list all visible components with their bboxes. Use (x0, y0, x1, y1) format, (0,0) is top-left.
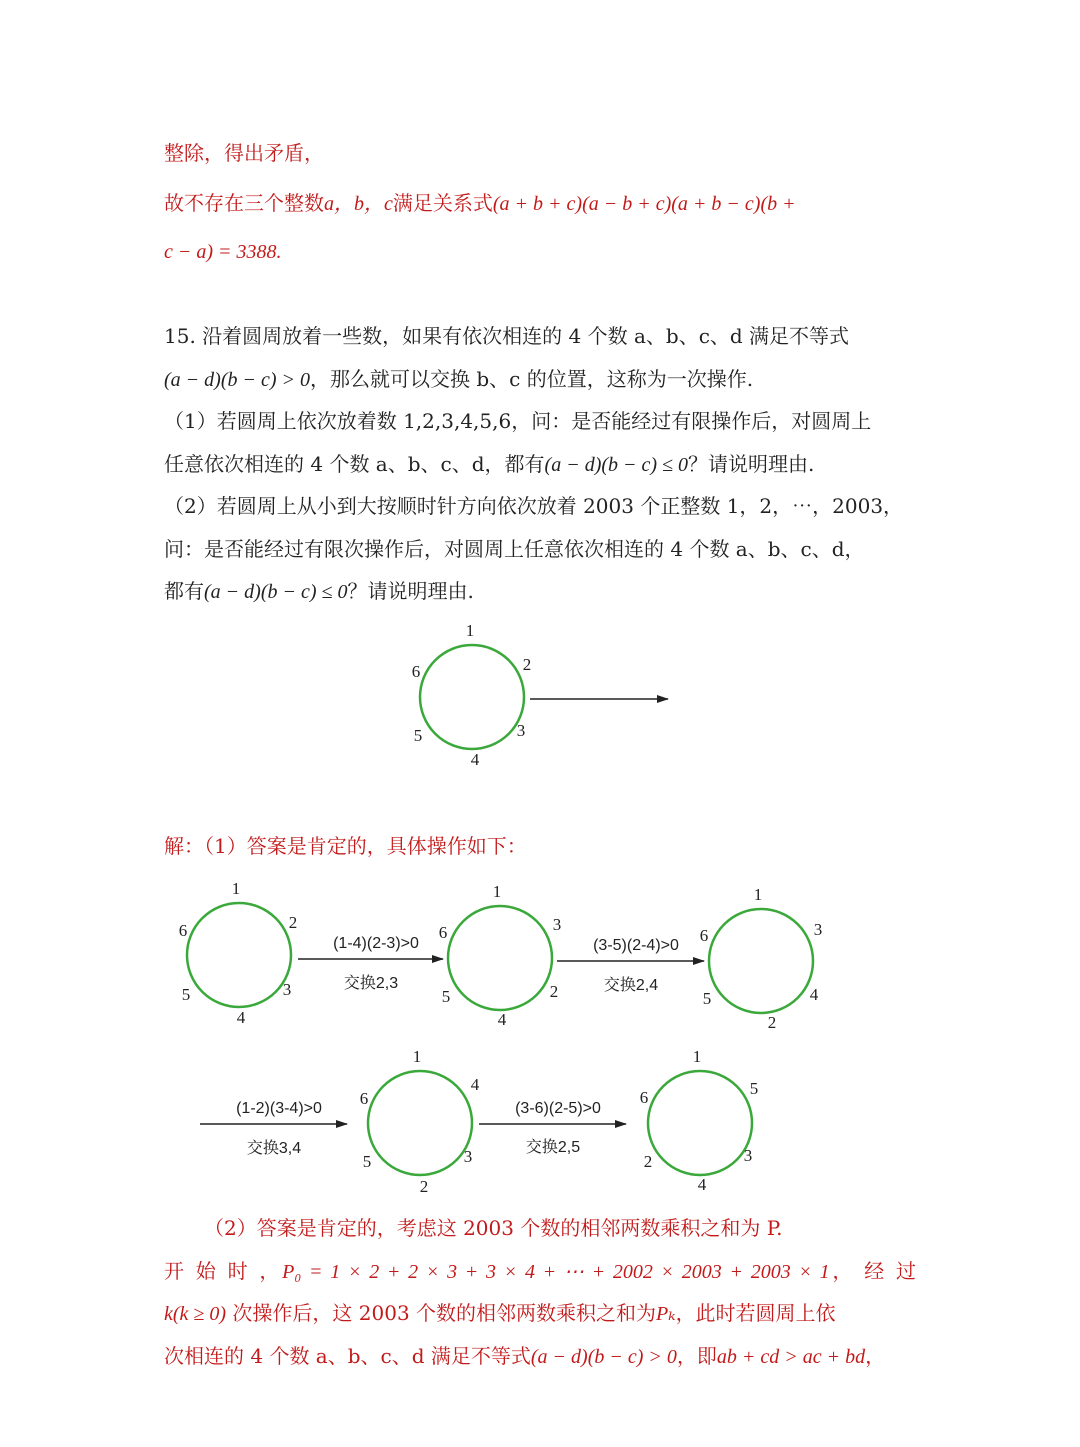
circle-label: 2 (767, 1013, 777, 1032)
circle-label: 6 (438, 923, 448, 942)
circle-label: 6 (699, 926, 709, 945)
arrow-condition: (1-2)(3-4)>0 (236, 1100, 322, 1117)
arrow-action: 交换2,5 (525, 1139, 581, 1156)
solution-arrow-3 (200, 1100, 347, 1157)
solution-circle-2 (439, 882, 562, 1029)
solution-circle-3 (700, 885, 823, 1032)
solution-arrow-1 (298, 935, 443, 992)
circle-label: 4 (236, 1008, 246, 1027)
circle-label: 4 (809, 985, 819, 1004)
circle-label: 3 (743, 1146, 753, 1165)
arrow-action: 交换3,4 (246, 1140, 302, 1157)
circle-label: 1 (231, 879, 241, 898)
solution-arrow-4 (479, 1100, 626, 1156)
problem-label: 6 (411, 662, 421, 681)
problem-line-1: 15. 沿着圆周放着一些数，如果有依次相连的 4 个数 a、b、c、d 满足不等式 (164, 324, 850, 348)
problem-label: 2 (522, 655, 532, 674)
circle-label: 5 (702, 989, 712, 1008)
problem-line-2: (a − d)(b − c) > 0，那么就可以交换 b、c 的位置，这称为一次操作. (164, 367, 754, 391)
circle-label: 2 (549, 982, 559, 1001)
circle-label: 5 (362, 1152, 372, 1171)
circle-label: 6 (178, 921, 188, 940)
problem-number: 15. (164, 324, 196, 348)
circle-label: 4 (697, 1175, 707, 1194)
arrow-condition: (3-6)(2-5)>0 (515, 1100, 601, 1117)
circle-label: 2 (419, 1177, 429, 1196)
problem-line-7: 都有(a − d)(b − c) ≤ 0？请说明理由. (164, 579, 474, 603)
prev-solution-line-3: c − a) = 3388. (164, 241, 282, 263)
problem-label: 1 (465, 621, 475, 640)
problem-line-6: 问：是否能经过有限次操作后，对圆周上任意依次相连的 4 个数 a、b、c、d， (164, 537, 865, 561)
solution-circle-4 (360, 1047, 480, 1196)
problem-line-5: （2）若圆周上从小到大按顺时针方向依次放着 2003 个正整数 1，2，⋯，2003， (164, 494, 904, 518)
circle-label: 5 (181, 985, 191, 1004)
arrow-condition: (3-5)(2-4)>0 (593, 937, 679, 954)
circle-label: 1 (692, 1047, 702, 1066)
prev-solution-line-1: 整除，得出矛盾， (164, 141, 324, 165)
solution-circle-1 (179, 879, 298, 1027)
solution-part2-line-1: （2）答案是肯定的，考虑这 2003 个数的相邻两数乘积之和为 P. (204, 1216, 783, 1240)
problem-line-3: （1）若圆周上依次放着数 1,2,3,4,5,6，问：是否能经过有限操作后，对圆周上 (164, 409, 872, 433)
arrow-action: 交换2,4 (603, 977, 659, 994)
circle-label: 3 (552, 915, 562, 934)
solution-circle-5 (640, 1047, 759, 1194)
arrow-condition: (1-4)(2-3)>0 (333, 935, 419, 952)
circle-label: 3 (813, 920, 823, 939)
circle-label: 3 (463, 1147, 473, 1166)
problem-label: 5 (413, 726, 423, 745)
circle-label: 6 (639, 1088, 649, 1107)
circle-label: 5 (441, 987, 451, 1006)
circle-label: 1 (412, 1047, 422, 1066)
arrow-action: 交换2,3 (343, 975, 399, 992)
circle-label: 4 (470, 1075, 480, 1094)
solution-part2-line-3: k(k ≥ 0) 次操作后，这 2003 个数的相邻两数乘积之和为Pₖ，此时若圆周上依 (164, 1301, 836, 1325)
circle-label: 2 (288, 913, 298, 932)
solution-part2-line-4: 次相连的 4 个数 a、b、c、d 满足不等式(a − d)(b − c) > 0，即ab + cd > ac + bd， (164, 1344, 886, 1368)
solution-part2-line-2: 开 始 时 ，P₀ = 1 × 2 + 2 × 3 + 3 × 4 + ⋯ + 2002 × 2003 + 2003 × 1， 经 过 (164, 1259, 916, 1283)
problem-circle-figure (412, 621, 668, 769)
circle-label: 1 (492, 882, 502, 901)
circle-label: 1 (753, 885, 763, 904)
circle-label: 2 (643, 1152, 653, 1171)
problem-label: 3 (516, 721, 526, 740)
problem-circle (420, 645, 524, 749)
circle-label: 5 (749, 1079, 759, 1098)
solution-intro: 解：（1）答案是肯定的，具体操作如下： (164, 834, 527, 858)
problem-line-4: 任意依次相连的 4 个数 a、b、c、d，都有(a − d)(b − c) ≤ 0？请说明理由. (164, 452, 815, 476)
solution-arrow-2 (557, 937, 704, 994)
prev-solution-line-2: 故不存在三个整数a，b，c满足关系式(a + b + c)(a − b + c)(a + b − c)(b + (164, 191, 796, 215)
circle-label: 6 (359, 1089, 369, 1108)
circle-label: 4 (497, 1010, 507, 1029)
circle-label: 3 (282, 980, 292, 999)
problem-label: 4 (470, 750, 480, 769)
